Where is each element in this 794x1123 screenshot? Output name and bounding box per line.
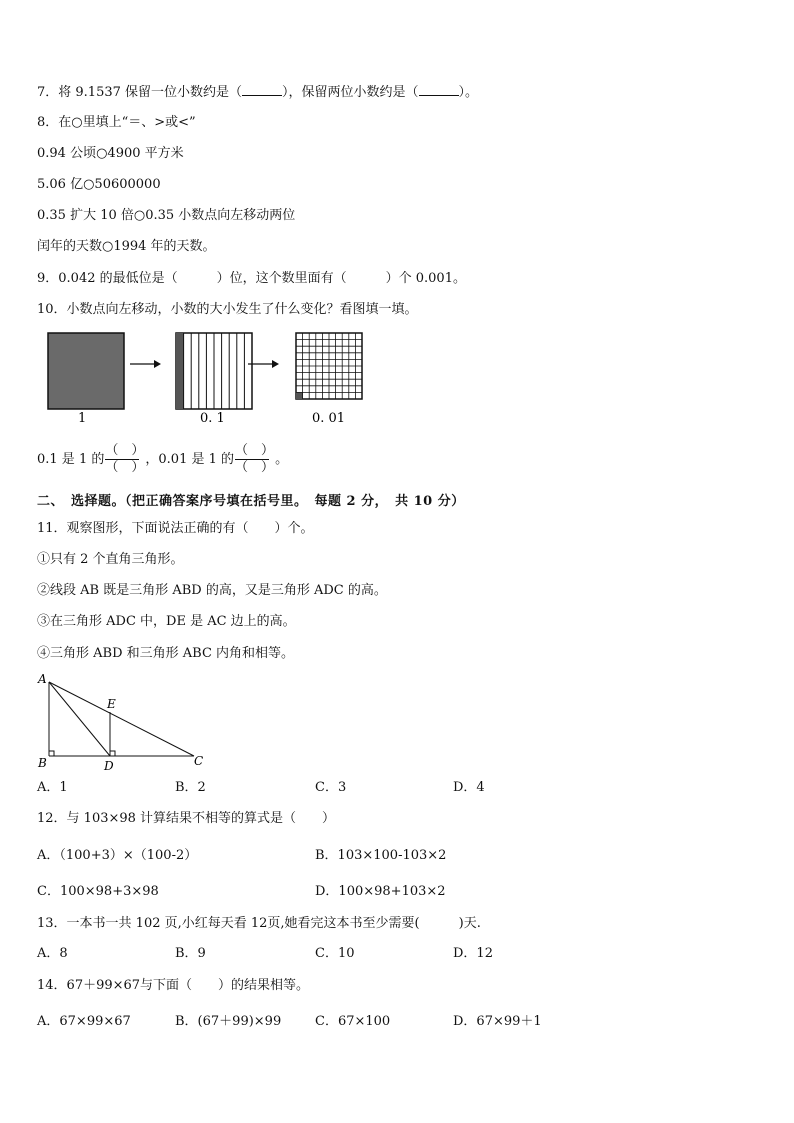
q11-option-d[interactable]: D．4	[453, 780, 485, 795]
q11-option-a[interactable]: A．1	[37, 780, 68, 795]
right-angle-mark-b	[49, 751, 54, 756]
q10-fill	[37, 440, 288, 480]
q10-figure	[40, 330, 380, 430]
q7-blank-2[interactable]	[419, 84, 459, 96]
q11-statement-3: ③在三角形 ADC 中，DE 是 AC 边上的高。	[37, 614, 296, 629]
q12-option-c[interactable]: C．100×98+3×98	[37, 884, 159, 899]
question-11-stem: 11．观察图形，下面说法正确的有（ ）个。	[37, 521, 314, 536]
q11-statement-4: ④三角形 ABD 和三角形 ABC 内角和相等。	[37, 646, 295, 661]
q7-text-a: 7．将 9.1537 保留一位小数约是（	[37, 85, 243, 100]
q11-statement-2: ②线段 AB 既是三角形 ABD 的高，又是三角形 ADC 的高。	[37, 583, 387, 598]
q14-option-d[interactable]: D．67×99＋1	[453, 1014, 542, 1029]
paren-open: （	[235, 460, 249, 475]
q12-option-b[interactable]: B．103×100-103×2	[315, 848, 447, 863]
point-e-label: E	[107, 697, 116, 711]
q14-option-a[interactable]: A．67×99×67	[37, 1014, 131, 1029]
question-8-line-4: 闰年的天数○1994 年的天数。	[37, 239, 216, 254]
question-8-line-2: 5.06 亿○50600000	[37, 177, 161, 192]
q13-option-a[interactable]: A．8	[37, 946, 68, 961]
question-8-title: 8．在○里填上“＝、>或<”	[37, 115, 196, 130]
paren-close: ）	[261, 443, 275, 458]
paren-close: ）	[261, 460, 275, 475]
paren-close: ）	[131, 443, 145, 458]
segment-ad	[49, 682, 110, 756]
q13-option-b[interactable]: B．9	[175, 946, 206, 961]
point-a-label: A	[38, 672, 47, 686]
q10-fill-a: 0.1 是 1 的	[37, 452, 105, 467]
paren-open: （	[235, 443, 249, 458]
paren-close: ）	[131, 460, 145, 475]
q12-option-a[interactable]: A．（100+3）×（100-2）	[37, 848, 198, 863]
q11-option-b[interactable]: B．2	[175, 780, 206, 795]
point-c-label: C	[194, 754, 204, 768]
arrow-right-icon	[130, 360, 161, 368]
tenths-square	[176, 333, 252, 409]
q11-statement-1: ①只有 2 个直角三角形。	[37, 552, 184, 567]
fig-label-tenth: 0. 1	[200, 411, 225, 426]
point-d-label: D	[104, 759, 114, 772]
q10-fill-c: 。	[275, 452, 289, 467]
q7-text-b: ），保留两位小数约是（	[282, 85, 419, 100]
q13-option-c[interactable]: C．10	[315, 946, 355, 961]
paren-open: （	[105, 443, 119, 458]
q14-option-b[interactable]: B．(67＋99)×99	[175, 1014, 282, 1029]
right-angle-mark-d	[110, 751, 115, 756]
q13-option-d[interactable]: D．12	[453, 946, 493, 961]
question-12-stem: 12．与 103×98 计算结果不相等的算式是（ ）	[37, 811, 336, 826]
question-8-line-3: 0.35 扩大 10 倍○0.35 小数点向左移动两位	[37, 208, 296, 223]
q10-fraction-2[interactable]	[235, 444, 274, 475]
paren-open: （	[105, 460, 119, 475]
hundredths-grid	[296, 333, 362, 399]
q14-option-c[interactable]: C．67×100	[315, 1014, 391, 1029]
segment-ac	[49, 682, 194, 756]
section-2-heading: 二、 选择题。（把正确答案序号填在括号里。 每题 2 分， 共 10 分）	[37, 494, 465, 509]
q7-blank-1[interactable]	[242, 84, 282, 96]
q11-option-c[interactable]: C．3	[315, 780, 347, 795]
question-8-line-1: 0.94 公顷○4900 平方米	[37, 146, 184, 161]
question-14-stem: 14．67＋99×67与下面（ ）的结果相等。	[37, 978, 310, 993]
fig-label-1: 1	[78, 411, 87, 426]
q10-fraction-1[interactable]	[105, 444, 144, 475]
question-7	[37, 84, 478, 101]
question-9: 9．0.042 的最低位是（ ）位，这个数里面有（ ）个 0.001。	[37, 271, 466, 286]
fig-label-hundredth: 0. 01	[312, 411, 346, 426]
whole-square	[48, 333, 124, 409]
q10-fill-b: ，0.01 是 1 的	[145, 452, 235, 467]
q7-text-c: ）。	[458, 85, 479, 100]
question-13-stem: 13．一本书一共 102 页,小红每天看 12页,她看完这本书至少需要( )天.	[37, 916, 481, 931]
point-b-label: B	[38, 756, 47, 770]
question-10-title: 10．小数点向左移动，小数的大小发生了什么变化？看图填一填。	[37, 302, 418, 317]
q11-triangle-figure	[34, 672, 214, 772]
q12-option-d[interactable]: D．100×98+103×2	[315, 884, 446, 899]
